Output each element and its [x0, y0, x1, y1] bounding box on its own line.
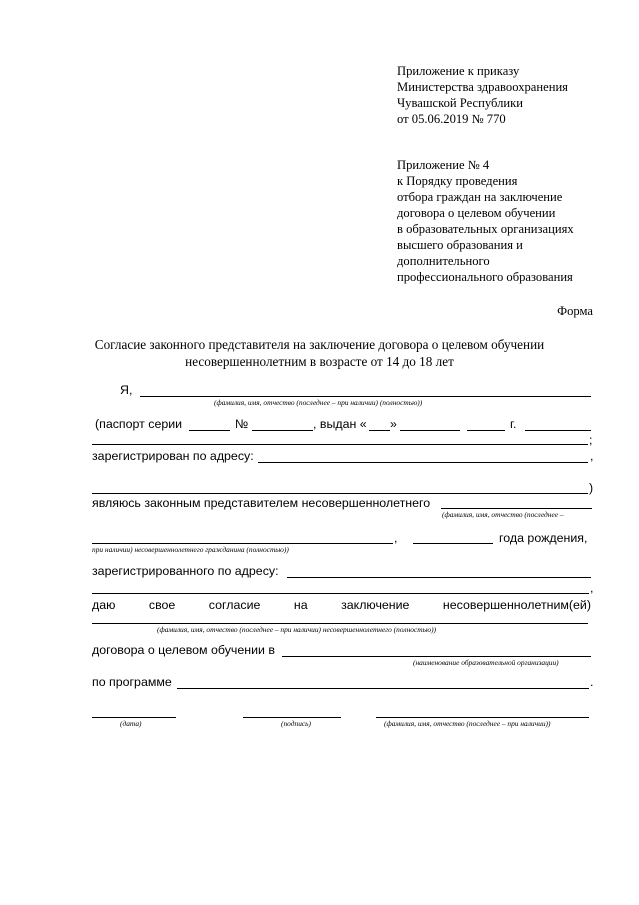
- consent-word: свое: [148, 598, 176, 612]
- consent-word: на: [293, 598, 308, 612]
- passport-number-field[interactable]: [252, 430, 313, 431]
- close-paren: ): [589, 481, 594, 495]
- appendix-four-line: дополнительного: [397, 254, 490, 268]
- i-label: Я,: [120, 383, 133, 397]
- year-suffix: г.: [510, 417, 517, 431]
- organization-field[interactable]: [282, 656, 591, 657]
- minor-caption-c: (фамилия, имя, отчество (последнее – при наличии) несовершеннолетнего (полностью)): [157, 625, 437, 634]
- representative-label: являюсь законным представителем несовершеннолетнего: [92, 496, 431, 510]
- title-line: несовершеннолетним в возрасте от 14 до 18 лет: [185, 354, 454, 369]
- appendix-order-line: от 05.06.2019 № 770: [397, 112, 506, 126]
- signature-caption: (подпись): [281, 719, 311, 728]
- consent-word: несовершеннолетним(ей): [442, 598, 591, 612]
- consent-word: согласие: [208, 598, 261, 612]
- issued-month-field[interactable]: [400, 430, 460, 431]
- minor-caption-a: (фамилия, имя, отчество (последнее –: [442, 510, 564, 519]
- semicolon: ;: [589, 433, 593, 447]
- passport-number-label: №: [235, 417, 249, 431]
- address-continued-field[interactable]: [92, 493, 588, 494]
- issued-label: , выдан «: [313, 417, 367, 431]
- appendix-four-line: к Порядку проведения: [397, 174, 518, 188]
- consent-word: даю: [92, 598, 116, 612]
- registered-label: зарегистрирован по адресу:: [92, 449, 254, 463]
- form-label: Форма: [557, 304, 593, 318]
- passport-series-label: (паспорт серии: [95, 417, 183, 431]
- comma: ,: [590, 449, 594, 463]
- fio-field[interactable]: [140, 396, 591, 397]
- issued-quote: »: [390, 417, 397, 431]
- minor-address-field[interactable]: [287, 577, 591, 578]
- appendix-four-block: [397, 157, 574, 285]
- registered-minor-label: зарегистрированного по адресу:: [92, 564, 279, 578]
- appendix-four-line: Приложение № 4: [397, 158, 490, 172]
- org-caption: (наименование образовательной организации): [413, 658, 559, 667]
- signer-fio-caption: (фамилия, имя, отчество (последнее – при наличии)): [384, 719, 551, 728]
- program-field[interactable]: [177, 688, 589, 689]
- signer-fio-field[interactable]: [376, 717, 589, 718]
- date-caption: (дата): [120, 719, 142, 728]
- program-label: по программе: [92, 675, 172, 689]
- appendix-four-line: договора о целевом обучении: [397, 206, 556, 220]
- document-title: [0, 336, 639, 370]
- appendix-four-line: высшего образования и: [397, 238, 523, 252]
- appendix-four-line: профессионального образования: [397, 270, 573, 284]
- minor-fio-field[interactable]: [92, 623, 588, 624]
- signature-field[interactable]: [243, 717, 341, 718]
- appendix-order-line: Приложение к приказу: [397, 64, 520, 78]
- title-line: Согласие законного представителя на заключение договора о целевом обучении: [94, 337, 545, 352]
- minor-address-continued-field[interactable]: [92, 593, 589, 594]
- passport-series-field[interactable]: [189, 430, 230, 431]
- consent-line: [92, 597, 591, 613]
- comma: ,: [394, 531, 398, 545]
- consent-word: заключение: [341, 598, 410, 612]
- issued-year-field[interactable]: [467, 430, 505, 431]
- appendix-order-line: Чувашской Республики: [397, 96, 523, 110]
- address-field[interactable]: [258, 462, 588, 463]
- passport-extra-field[interactable]: [525, 430, 591, 431]
- contract-label: договора о целевом обучении в: [92, 643, 275, 657]
- appendix-order-block: [397, 63, 568, 127]
- birth-year-field[interactable]: [413, 543, 493, 544]
- issued-day-field[interactable]: [369, 430, 390, 431]
- issued-by-field[interactable]: [92, 444, 588, 445]
- appendix-order-line: Министерства здравоохранения: [397, 80, 568, 94]
- appendix-four-line: в образовательных организациях: [397, 222, 574, 236]
- minor-name-continued-field[interactable]: [92, 543, 393, 544]
- appendix-four-line: отбора граждан на заключение: [397, 190, 563, 204]
- birth-year-label: года рождения,: [499, 531, 588, 545]
- fio-caption: (фамилия, имя, отчество (последнее – при наличии) (полностью)): [214, 398, 423, 407]
- minor-caption-b: при наличии) несовершеннолетнего гражданина (полностью)): [92, 545, 289, 554]
- period: .: [590, 675, 594, 689]
- comma: ,: [590, 581, 594, 595]
- date-field[interactable]: [92, 717, 176, 718]
- minor-name-field[interactable]: [441, 508, 592, 509]
